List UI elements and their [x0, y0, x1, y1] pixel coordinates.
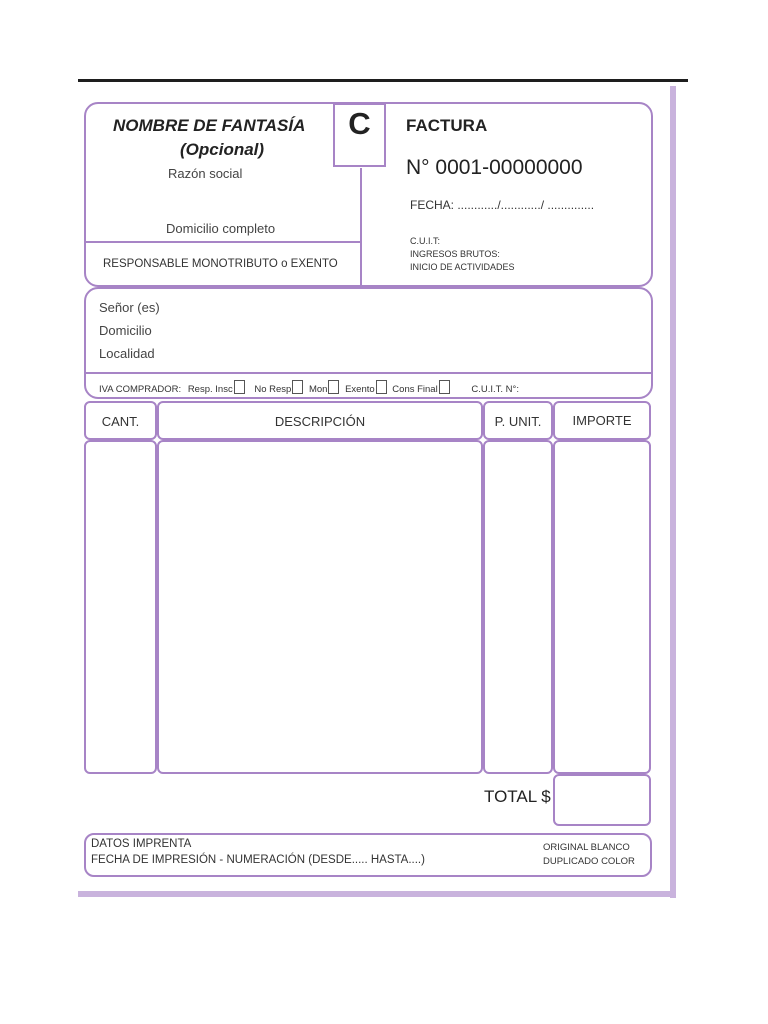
- sheet-edge-bottom: [78, 891, 676, 897]
- top-rule: [78, 79, 688, 82]
- body-cell-punit: [483, 440, 553, 774]
- header-divider: [360, 168, 362, 286]
- column-header-cant: CANT.: [101, 414, 140, 429]
- iva-option-exento: Exento: [345, 384, 375, 395]
- iva-checkbox-exento[interactable]: [376, 380, 387, 394]
- iva-checkbox-mon[interactable]: [328, 380, 339, 394]
- client-localidad: Localidad: [99, 346, 155, 361]
- iva-option-cons-final: Cons Final: [392, 384, 438, 395]
- footer-duplicado: DUPLICADO COLOR: [543, 856, 635, 867]
- issuer-domicilio: Domicilio completo: [166, 221, 276, 236]
- issuer-optional: (Opcional): [180, 140, 265, 159]
- issuer-razon-social: Razón social: [168, 166, 243, 181]
- iva-option-no-resp: No Resp: [254, 384, 292, 395]
- client-iva-divider: [85, 372, 652, 374]
- invoice-title: FACTURA: [406, 116, 488, 135]
- iva-label: IVA COMPRADOR:: [99, 384, 182, 395]
- invoice-inicio-actividades: INICIO DE ACTIVIDADES: [410, 262, 515, 272]
- iva-option-resp-insc: Resp. Insc: [187, 384, 233, 395]
- sheet-edge-right: [670, 86, 676, 898]
- iva-cuit-label: C.U.I.T. N°:: [471, 384, 519, 395]
- issuer-name: NOMBRE DE FANTASÍA: [113, 116, 306, 135]
- invoice-date: FECHA: ............/............/ ..............: [410, 198, 595, 212]
- client-senor: Señor (es): [99, 300, 160, 315]
- body-cell-cant: [84, 440, 157, 774]
- column-header-importe: IMPORTE: [572, 413, 632, 428]
- iva-option-mon: Mon: [308, 384, 328, 395]
- invoice-number: N° 0001-00000000: [406, 156, 583, 179]
- client-domicilio: Domicilio: [99, 323, 152, 338]
- iva-checkbox-resp-insc[interactable]: [234, 380, 245, 394]
- iva-checkbox-no-resp[interactable]: [292, 380, 303, 394]
- column-header-descripcion: DESCRIPCIÓN: [274, 414, 366, 429]
- iva-checkbox-cons-final[interactable]: [439, 380, 450, 394]
- body-cell-importe: [553, 440, 651, 774]
- footer-fecha-impresion: FECHA DE IMPRESIÓN - NUMERACIÓN (DESDE..... HASTA....): [91, 854, 425, 866]
- iva-row: [99, 380, 519, 395]
- column-header-punit: P. UNIT.: [494, 414, 542, 429]
- issuer-condition: RESPONSABLE MONOTRIBUTO o EXENTO: [103, 258, 338, 270]
- invoice-letter: C: [348, 106, 371, 141]
- total-box: [553, 774, 651, 826]
- invoice-ingresos-brutos: INGRESOS BRUTOS:: [410, 249, 500, 259]
- issuer-condition-divider: [85, 241, 361, 243]
- footer-datos-imprenta: DATOS IMPRENTA: [91, 838, 192, 850]
- body-cell-descripcion: [157, 440, 483, 774]
- total-label: TOTAL $: [484, 787, 551, 806]
- invoice-cuit: C.U.I.T:: [410, 236, 441, 246]
- footer-original: ORIGINAL BLANCO: [543, 842, 630, 853]
